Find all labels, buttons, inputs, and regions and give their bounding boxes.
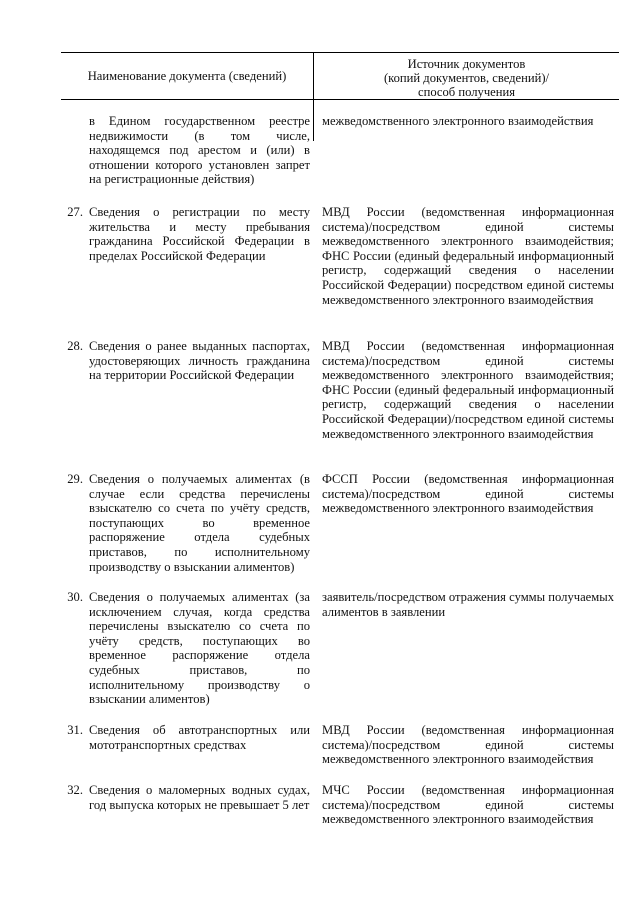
header-source-line-1: Источник документов [407, 57, 526, 71]
header-source [314, 57, 619, 99]
row-source: заявитель/посредством отражения суммы получаемых алиментов в заявлении [322, 590, 614, 619]
row-document-name: Сведения о ранее выданных паспортах, удостоверяющих личность гражданина на территории Российской Федерации [89, 339, 310, 383]
row-document-name: в Едином государственном реестре недвижимости (в том числе, находящемся под арестом и (или) в отношении которого установлен запрет на регистрационные действия) [89, 114, 310, 187]
row-number: 32. [67, 783, 83, 797]
body-column-divider [313, 98, 314, 141]
row-source: МВД России (ведомственная информационная система)/посредством единой системы межведомственного электронного взаимодействия; ФНС России (единый федеральный информационный регистр, содержащий сведения о населении Российской Федерации)/посредством единой системы межведомственного электронного взаимодействия [322, 339, 614, 441]
row-source: ФССП России (ведомственная информационная система)/посредством единой системы межведомственного электронного взаимодействия [322, 472, 614, 516]
row-number: 27. [67, 205, 83, 219]
header-source-line-2: (копий документов, сведений)/ [383, 71, 550, 85]
row-source: межведомственного электронного взаимодействия [322, 114, 594, 128]
row-document-name: Сведения о маломерных водных судах, год выпуска которых не превышает 5 лет [89, 783, 310, 812]
table-header [61, 52, 619, 100]
header-source-line-3: способ получения [417, 85, 516, 99]
row-source: МВД России (ведомственная информационная система)/посредством единой системы межведомственного электронного взаимодействия; ФНС России (единый федеральный информационный регистр, содержащий сведения о населении Российской Федерации) посредством единой системы межведомственного электронного взаимодействия [322, 205, 614, 307]
row-number: 28. [67, 339, 83, 353]
row-source: МВД России (ведомственная информационная система)/посредством единой системы межведомственного электронного взаимодействия [322, 723, 614, 767]
row-document-name: Сведения о получаемых алиментах (в случае если средства перечислены взыскателю со счета по учёту средств, поступающих во временное распоряжение отдела судебных приставов, по исполнительному производству о взыскании алиментов) [89, 472, 310, 574]
row-number: 30. [67, 590, 83, 604]
row-source: МЧС России (ведомственная информационная система)/посредством единой системы межведомственного электронного взаимодействия [322, 783, 614, 827]
row-document-name: Сведения об автотранспортных или мототранспортных средствах [89, 723, 310, 752]
row-document-name: Сведения о получаемых алиментах (за исключением случая, когда средства перечислены взыскателю со счета по учёту средств, поступающих во временное распоряжение отдела судебных приставов, по исполнительному производству о взыскании алиментов) [89, 590, 310, 707]
header-document-name: Наименование документа (сведений) [87, 69, 287, 84]
row-number: 31. [67, 723, 83, 737]
row-document-name: Сведения о регистрации по месту жительства и месту пребывания гражданина Российской Федерации в пределах Российской Федерации [89, 205, 310, 263]
row-number: 29. [67, 472, 83, 486]
